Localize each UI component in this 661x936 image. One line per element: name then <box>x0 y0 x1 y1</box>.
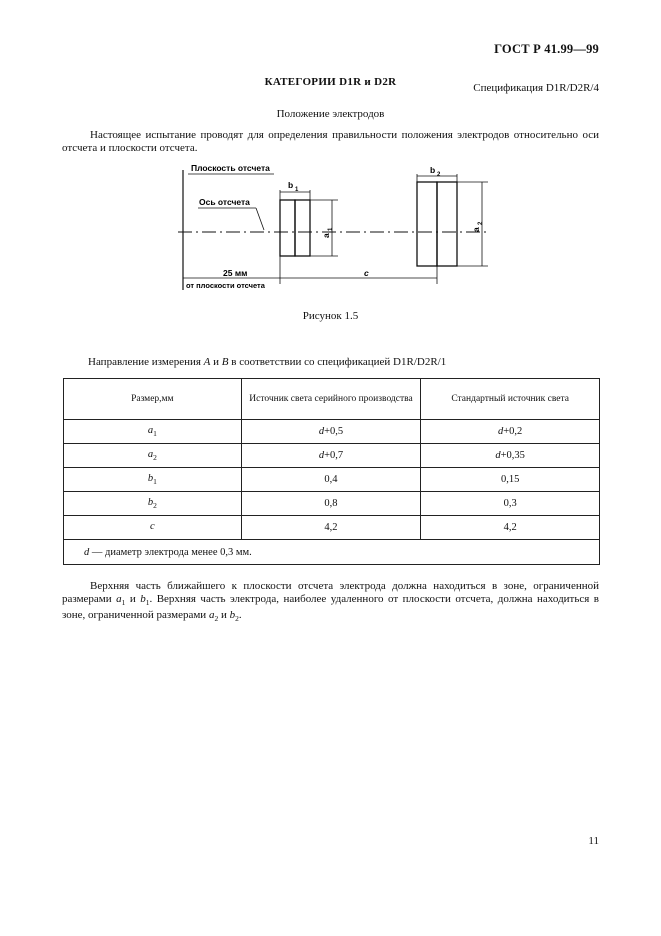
electrode-2-outer <box>437 182 457 266</box>
header-serial-source: Источник света серийного производства <box>241 379 421 420</box>
dim-c-label: c <box>364 268 369 278</box>
dim-25mm-label: 25 мм <box>223 268 248 278</box>
dim-b1-label: b <box>288 180 294 190</box>
svg-text:2: 2 <box>437 172 441 178</box>
table-row: $b_1$ 0,4 0,15 <box>64 468 600 492</box>
intro-text: Настоящее испытание проводят для определения правильности положения электродов относительно оси отсчета и плоскости отсчета. <box>62 129 599 154</box>
intro-paragraph <box>62 129 599 155</box>
standard-number: ГОСТ Р 41.99—99 <box>494 42 599 56</box>
table-header-row <box>64 379 600 420</box>
reference-plane-label: Плоскость отсчета <box>191 163 270 173</box>
closing-paragraph: Верхняя часть ближайшего к плоскости отсчета электрода должна находиться в зоне, ограниченной размерами $a_1$ и $b_1$. Верхняя часть электрода, наиболее удаленного от плоскости отсчета, должна находиться в зоне, ограниченной размерами $a_2$ и $b_2$. <box>62 580 599 624</box>
svg-text:2: 2 <box>478 221 484 225</box>
electrode-position-figure <box>168 160 498 295</box>
section-title: Положение электродов <box>276 108 385 120</box>
table-row: $a_2$ d+0,7 d+0,35 <box>64 444 600 468</box>
reference-axis-label: Ось отсчета <box>199 197 250 207</box>
table-note-row: d — диаметр электрода менее 0,3 мм. <box>64 540 600 565</box>
dim-25mm-sublabel: от плоскости отсчета <box>186 281 265 290</box>
svg-text:1: 1 <box>295 187 299 193</box>
header-dimension: Размер,мм <box>64 379 242 420</box>
dim-a1-label: a <box>321 233 331 238</box>
measurement-direction: Направление измерения A и B в соответствии со спецификацией D1R/D2R/1 <box>88 356 447 368</box>
category-title: КАТЕГОРИИ D1R и D2R <box>264 76 397 88</box>
svg-text:1: 1 <box>328 227 334 231</box>
dimensions-table <box>63 378 600 565</box>
dim-a2-label: a <box>471 227 481 232</box>
header-standard-source: Стандартный источник света <box>421 379 600 420</box>
figure-caption: Рисунок 1.5 <box>302 310 359 322</box>
dim-b2-label: b <box>430 165 436 175</box>
table-row: $a_1$ d+0,5 d+0,2 <box>64 420 600 444</box>
table-row: c 4,2 4,2 <box>64 516 600 540</box>
page-number: 11 <box>588 835 599 847</box>
electrode-1-outer <box>295 200 310 256</box>
electrode-1-inner <box>280 200 295 256</box>
electrode-2-inner <box>417 182 437 266</box>
table-row: $b_2$ 0,8 0,3 <box>64 492 600 516</box>
specification-label: Спецификация D1R/D2R/4 <box>473 82 599 94</box>
